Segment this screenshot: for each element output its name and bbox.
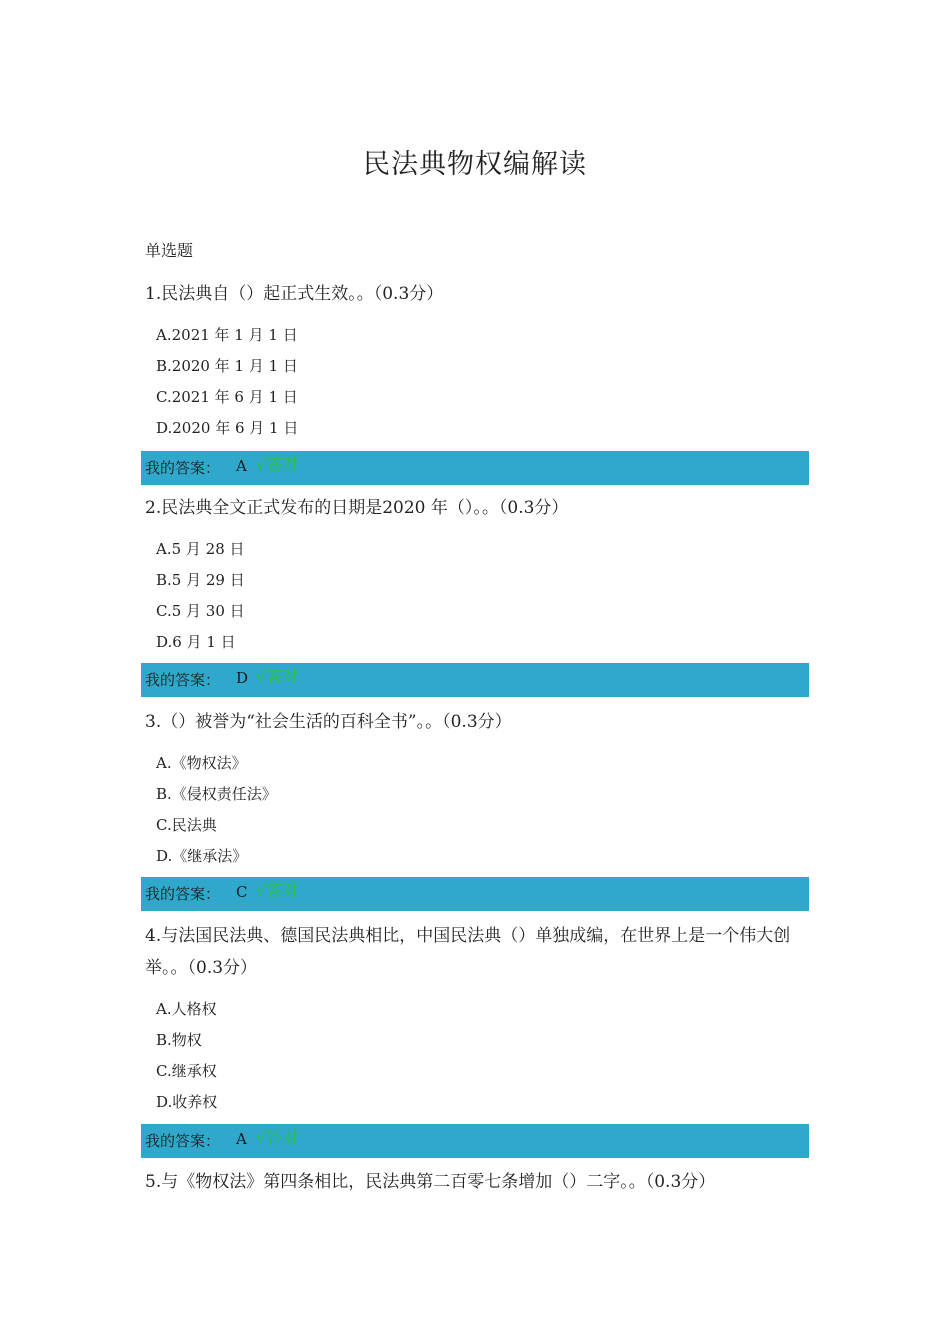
question-4-option-d[interactable]: D.收养权 — [156, 1093, 218, 1111]
question-1-option-b[interactable]: B.2020 年 1 月 1 日 — [156, 357, 298, 375]
correct-status: √答对 — [256, 881, 299, 900]
answer-value: C — [236, 883, 248, 901]
question-2-option-d[interactable]: D.6 月 1 日 — [156, 633, 236, 651]
question-2-option-c[interactable]: C.5 月 30 日 — [156, 602, 245, 620]
question-4-option-a[interactable]: A.人格权 — [156, 1000, 217, 1018]
answer-label: 我的答案： — [145, 671, 221, 689]
question-3-option-b[interactable]: B.《侵权责任法》 — [156, 785, 277, 803]
question-4: 4.与法国民法典、德国民法典相比，中国民法典（）单独成编，在世界上是一个伟大创举。。（0.3分） — [145, 926, 791, 978]
correct-status: √答对 — [256, 667, 299, 686]
question-2-option-b[interactable]: B.5 月 29 日 — [156, 571, 245, 589]
question-1-answer-bar — [141, 451, 809, 485]
section-label: 单选题 — [145, 241, 194, 260]
question-1-option-c[interactable]: C.2021 年 6 月 1 日 — [156, 388, 298, 406]
answer-label: 我的答案： — [145, 459, 221, 477]
answer-label: 我的答案： — [145, 885, 221, 903]
question-3-option-a[interactable]: A.《物权法》 — [156, 754, 247, 772]
question-1-option-a[interactable]: A.2021 年 1 月 1 日 — [156, 326, 298, 344]
question-5: 5.与《物权法》第四条相比，民法典第二百零七条增加（）二字。。（0.3分） — [145, 1172, 716, 1192]
answer-value: A — [236, 1130, 247, 1148]
question-3-answer-bar — [141, 877, 809, 911]
question-3-option-d[interactable]: D.《继承法》 — [156, 847, 248, 865]
question-1: 1.民法典自（）起正式生效。。（0.3分） — [145, 284, 444, 304]
question-2: 2.民法典全文正式发布的日期是2020 年（）。。（0.3分） — [145, 498, 569, 518]
question-4-option-c[interactable]: C.继承权 — [156, 1062, 217, 1080]
answer-label: 我的答案： — [145, 1132, 221, 1150]
correct-status: √答对 — [256, 1128, 299, 1147]
answer-value: A — [236, 457, 247, 475]
page-title: 民法典物权编解读 — [363, 149, 587, 180]
question-3: 3.（）被誉为“社会生活的百科全书”。。（0.3分） — [145, 712, 512, 732]
question-4-option-b[interactable]: B.物权 — [156, 1031, 202, 1049]
question-3-option-c[interactable]: C.民法典 — [156, 816, 217, 834]
question-1-option-d[interactable]: D.2020 年 6 月 1 日 — [156, 419, 299, 437]
question-2-option-a[interactable]: A.5 月 28 日 — [156, 540, 245, 558]
question-2-answer-bar — [141, 663, 809, 697]
answer-value: D — [236, 669, 249, 687]
question-4-answer-bar — [141, 1124, 809, 1158]
correct-status: √答对 — [256, 455, 299, 474]
